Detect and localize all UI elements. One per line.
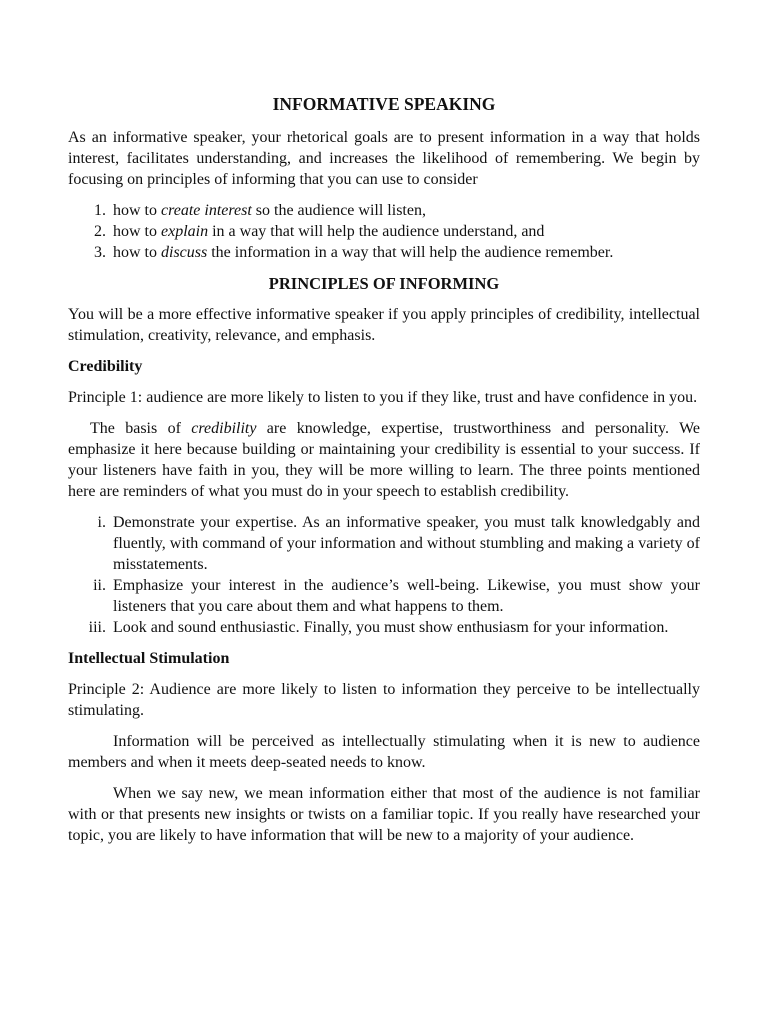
list-number: ii. [93,577,106,594]
list-text-pre: how to [113,223,161,240]
intro-paragraph: As an informative speaker, your rhetorical goals are to present information in a way that holds interest, facilitates understanding, and increases the likelihood of remembering. We begin by focusing on principles of informing that you can use to consider [68,129,700,188]
credibility-body-pre: The basis of [90,420,192,437]
intellectual-paragraph-1: Information will be perceived as intellectually stimulating when it is new to audience members and when it meets deep-seated needs to know. [68,733,700,771]
intellectual-stimulation-heading: Intellectual Stimulation [68,650,230,667]
list-item [68,200,700,221]
list-text-emphasis: explain [161,223,209,240]
list-number: iii. [88,619,106,636]
list-number: i. [97,514,106,531]
list-item [68,512,700,575]
list-item [68,617,700,638]
list-text-post: so the audience will listen, [251,202,426,219]
list-text: Emphasize your interest in the audience’s well-being. Likewise, you must show your listeners that you care about them and what happens to them. [113,577,700,615]
list-item [68,221,700,242]
list-text-post: the information in a way that will help the audience remember. [207,244,614,261]
list-item [68,242,700,263]
list-text-emphasis: discuss [161,244,208,261]
intellectual-paragraph-2: When we say new, we mean information either that most of the audience is not familiar with or that presents new insights or twists on a familiar topic. If you really have researched your topic, you are likely to have information that will be new to a majority of your audience. [68,785,700,844]
list-text-pre: how to [113,244,161,261]
credibility-heading: Credibility [68,358,143,375]
page-title: INFORMATIVE SPEAKING [272,94,496,114]
credibility-body-post: are knowledge, expertise, trustworthiness and personality. We emphasize it here because building or maintaining your credibility is essential to your success. If your listeners have faith in you, they will be more willing to learn. The three points mentioned here are reminders of what you must do in your speech to establish credibility. [68,420,701,500]
document-page [68,92,700,856]
section-title: PRINCIPLES OF INFORMING [268,274,500,293]
list-item [68,575,700,617]
list-text-emphasis: create interest [161,202,252,219]
list-number: 3. [94,244,106,261]
list-text: Look and sound enthusiastic. Finally, you must show enthusiasm for your information. [113,619,669,636]
intellectual-principle: Principle 2: Audience are more likely to listen to information they perceive to be intellectually stimulating. [68,681,700,719]
list-text-post: in a way that will help the audience understand, and [208,223,545,240]
section-intro-paragraph: You will be a more effective informative speaker if you apply principles of credibility, intellectual stimulation, creativity, relevance, and emphasis. [68,306,700,344]
credibility-body [68,418,700,502]
credibility-body-emphasis: credibility [191,420,257,437]
list-text: Demonstrate your expertise. As an informative speaker, you must talk knowledgably and fluently, with command of your information and without stumbling and making a variety of misstatements. [113,514,700,573]
list-number: 2. [94,223,106,240]
list-text-pre: how to [113,202,161,219]
intro-list [68,200,700,263]
credibility-principle: Principle 1: audience are more likely to listen to you if they like, trust and have confidence in you. [68,389,698,406]
list-number: 1. [94,202,106,219]
credibility-points-list [68,512,700,638]
